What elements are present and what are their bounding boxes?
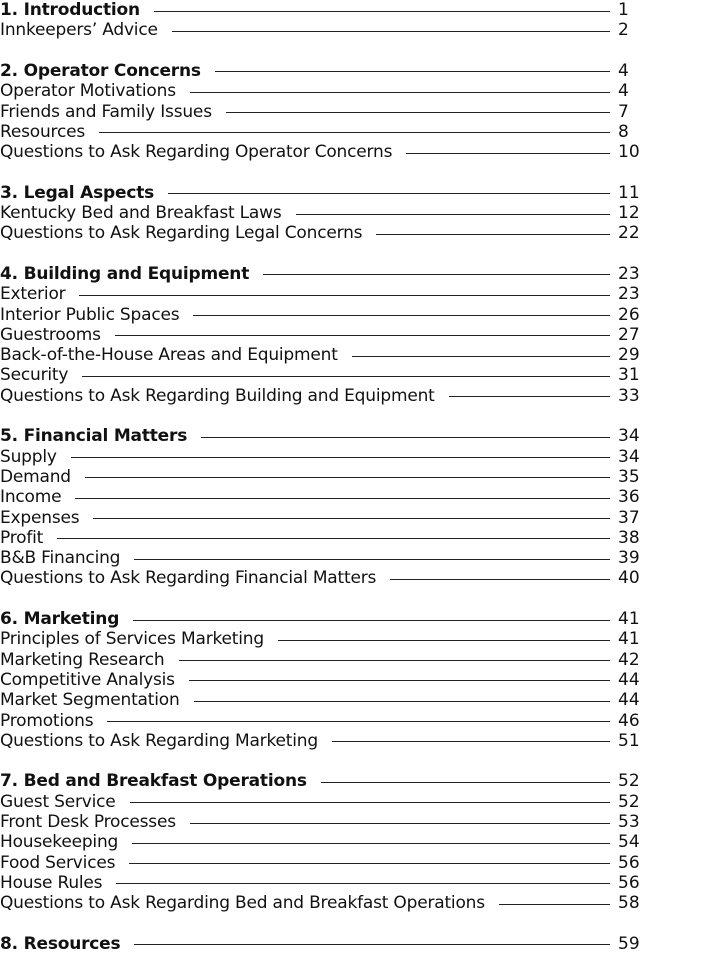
toc-section-heading[interactable] (0, 0, 640, 20)
toc-entry-title: Resources (0, 121, 86, 142)
toc-leader-line (390, 579, 610, 580)
toc-page-number: 26 (618, 304, 640, 325)
toc-entry-title: Front Desk Processes (0, 812, 176, 832)
toc-page-number: 41 (618, 609, 640, 629)
toc-page-number: 58 (618, 893, 640, 914)
toc-page-number: 10 (618, 142, 640, 163)
toc-leader-line (226, 112, 610, 113)
toc-page-number: 44 (618, 669, 640, 690)
toc-section-heading[interactable] (0, 934, 640, 954)
toc-page-number: 56 (618, 852, 640, 873)
toc-entry-title: Profit (0, 527, 44, 548)
toc-entry-title: 2. Operator Concerns (0, 60, 201, 81)
toc-entry[interactable] (0, 508, 640, 528)
toc-page-number: 29 (618, 345, 640, 366)
toc-leader-line (201, 437, 610, 438)
toc-entry-title: Back-of-the-House Areas and Equipment (0, 345, 338, 366)
toc-entry-title: 1. Introduction (0, 0, 140, 20)
toc-entry-title: Operator Motivations (0, 81, 176, 102)
toc-page-number: 42 (618, 649, 640, 670)
toc-section-heading[interactable] (0, 183, 640, 203)
toc-page-number: 11 (618, 182, 640, 203)
toc-leader-line (133, 620, 610, 621)
toc-entry-title: Innkeepers’ Advice (0, 20, 158, 41)
toc-entry-title: Principles of Services Marketing (0, 629, 264, 650)
toc-leader-line (189, 680, 610, 681)
toc-leader-line (75, 498, 610, 499)
toc-leader-line (99, 132, 610, 133)
toc-page-number: 31 (618, 365, 640, 386)
toc-entry-title: Questions to Ask Regarding Financial Matters (0, 568, 377, 589)
toc-entry-title: B&B Financing (0, 548, 121, 569)
toc-section-heading[interactable] (0, 771, 640, 791)
toc-page-number: 36 (618, 487, 640, 508)
toc-page-number: 2 (618, 20, 629, 41)
toc-entry[interactable] (0, 203, 640, 223)
toc-entry[interactable] (0, 812, 640, 832)
toc-entry-title: Market Segmentation (0, 690, 180, 711)
toc-leader-line (376, 234, 610, 235)
toc-page-number: 53 (618, 812, 640, 832)
toc-entry-title: Interior Public Spaces (0, 304, 180, 325)
toc-leader-line (179, 660, 610, 661)
toc-entry-title: Housekeeping (0, 832, 119, 853)
toc-leader-line (134, 944, 610, 945)
toc-entry[interactable] (0, 568, 640, 588)
toc-entry[interactable] (0, 629, 640, 649)
toc-leader-line (215, 71, 610, 72)
toc-entry[interactable] (0, 122, 640, 142)
toc-page-number: 52 (618, 791, 640, 812)
toc-entry[interactable] (0, 142, 640, 162)
toc-entry-title: House Rules (0, 872, 103, 893)
toc-entry[interactable] (0, 365, 640, 385)
toc-entry-title: 5. Financial Matters (0, 426, 188, 447)
toc-leader-line (82, 376, 610, 377)
toc-entry-title: Questions to Ask Regarding Marketing (0, 730, 318, 751)
toc-page-number: 12 (618, 203, 640, 223)
toc-leader-line (129, 863, 610, 864)
toc-entry[interactable] (0, 853, 640, 873)
toc-entry-title: Questions to Ask Regarding Legal Concerns (0, 223, 363, 244)
toc-leader-line (499, 904, 610, 905)
toc-leader-line (130, 802, 610, 803)
toc-entry[interactable] (0, 325, 640, 345)
toc-leader-line (107, 721, 610, 722)
toc-page-number: 4 (618, 81, 629, 102)
toc-entry[interactable] (0, 873, 640, 893)
toc-page-number: 46 (618, 710, 640, 731)
toc-entry-title: Income (0, 487, 62, 508)
toc-leader-line (115, 335, 610, 336)
toc-entry[interactable] (0, 487, 640, 507)
toc-page-number: 59 (618, 933, 640, 954)
toc-leader-line (332, 741, 610, 742)
toc-leader-line (116, 883, 610, 884)
toc-section-heading[interactable] (0, 426, 640, 446)
toc-entry-title: Exterior (0, 284, 66, 305)
toc-leader-line (194, 701, 610, 702)
toc-leader-line (134, 559, 610, 560)
toc-entry[interactable] (0, 102, 640, 122)
toc-page-number: 33 (618, 385, 640, 406)
toc-leader-line (263, 274, 610, 275)
toc-leader-line (168, 193, 610, 194)
toc-page-number: 35 (618, 466, 640, 487)
toc-entry[interactable] (0, 832, 640, 852)
toc-entry[interactable] (0, 20, 640, 40)
toc-page-number: 40 (618, 568, 640, 589)
toc-entry[interactable] (0, 690, 640, 710)
toc-section-heading[interactable] (0, 61, 640, 81)
toc-page-number: 34 (618, 446, 640, 467)
toc-page-number: 52 (618, 771, 640, 792)
toc-leader-line (406, 153, 610, 154)
toc-leader-line (85, 477, 610, 478)
toc-entry[interactable] (0, 650, 640, 670)
toc-page-number: 1 (618, 0, 629, 20)
toc-leader-line (57, 538, 610, 539)
toc-entry-title: Guest Service (0, 791, 116, 812)
toc-entry[interactable] (0, 731, 640, 751)
toc-page-number: 51 (618, 730, 640, 751)
toc-leader-line (93, 518, 610, 519)
toc-entry-title: Questions to Ask Regarding Bed and Breakfast Operations (0, 893, 485, 914)
toc-page-number: 54 (618, 832, 640, 853)
toc-leader-line (154, 11, 610, 12)
toc-entry[interactable] (0, 284, 640, 304)
toc-page-number: 39 (618, 548, 640, 569)
toc-page-number: 34 (618, 426, 640, 447)
toc-leader-line (278, 640, 610, 641)
toc-page-number: 8 (618, 121, 629, 142)
toc-entry-title: Security (0, 365, 69, 386)
toc-entry[interactable] (0, 792, 640, 812)
toc-entry[interactable] (0, 548, 640, 568)
toc-entry-title: Competitive Analysis (0, 669, 175, 690)
toc-page-number: 7 (618, 101, 629, 122)
toc-entry[interactable] (0, 893, 640, 913)
toc-leader-line (172, 31, 610, 32)
toc-entry-title: 4. Building and Equipment (0, 263, 250, 284)
toc-entry[interactable] (0, 670, 640, 690)
toc-section-heading[interactable] (0, 609, 640, 629)
toc-page-number: 38 (618, 527, 640, 548)
toc-page-number: 27 (618, 324, 640, 345)
toc-page-number: 56 (618, 872, 640, 893)
toc-entry[interactable] (0, 345, 640, 365)
toc-leader-line (71, 457, 610, 458)
toc-entry[interactable] (0, 81, 640, 101)
toc-entry-title: 7. Bed and Breakfast Operations (0, 771, 307, 792)
toc-leader-line (190, 92, 610, 93)
toc-leader-line (296, 214, 610, 215)
toc-entry-title: Kentucky Bed and Breakfast Laws (0, 203, 282, 223)
toc-page-number: 23 (618, 263, 640, 284)
toc-entry-title: 8. Resources (0, 933, 121, 954)
toc-entry-title: Promotions (0, 710, 94, 731)
toc-page-number: 41 (618, 629, 640, 650)
toc-entry-title: Marketing Research (0, 649, 165, 670)
toc-leader-line (190, 823, 610, 824)
toc-leader-line (193, 315, 610, 316)
toc-page-number: 37 (618, 507, 640, 528)
toc-page-number: 23 (618, 284, 640, 305)
toc-entry-title: Supply (0, 446, 57, 467)
toc-entry-title: Friends and Family Issues (0, 101, 212, 122)
toc-entry-title: Expenses (0, 507, 80, 528)
toc-section-heading[interactable] (0, 264, 640, 284)
toc-leader-line (352, 356, 610, 357)
toc-entry-title: Food Services (0, 852, 116, 873)
toc-entry[interactable] (0, 305, 640, 325)
toc-leader-line (321, 782, 610, 783)
toc-entry-title: Demand (0, 466, 71, 487)
toc-entry[interactable] (0, 467, 640, 487)
toc-entry[interactable] (0, 528, 640, 548)
toc-entry[interactable] (0, 223, 640, 243)
toc-entry[interactable] (0, 447, 640, 467)
toc-leader-line (449, 396, 610, 397)
toc-entry-title: 3. Legal Aspects (0, 182, 155, 203)
toc-leader-line (132, 843, 610, 844)
toc-entry[interactable] (0, 386, 640, 406)
toc-entry-title: 6. Marketing (0, 609, 120, 629)
toc-page-number: 44 (618, 690, 640, 711)
toc-entry-title: Questions to Ask Regarding Operator Concerns (0, 142, 393, 163)
toc-page-number: 4 (618, 60, 629, 81)
toc-entry[interactable] (0, 711, 640, 731)
toc-entry-title: Questions to Ask Regarding Building and Equipment (0, 385, 435, 406)
toc-leader-line (79, 295, 610, 296)
toc-entry-title: Guestrooms (0, 324, 101, 345)
toc-page-number: 22 (618, 223, 640, 244)
